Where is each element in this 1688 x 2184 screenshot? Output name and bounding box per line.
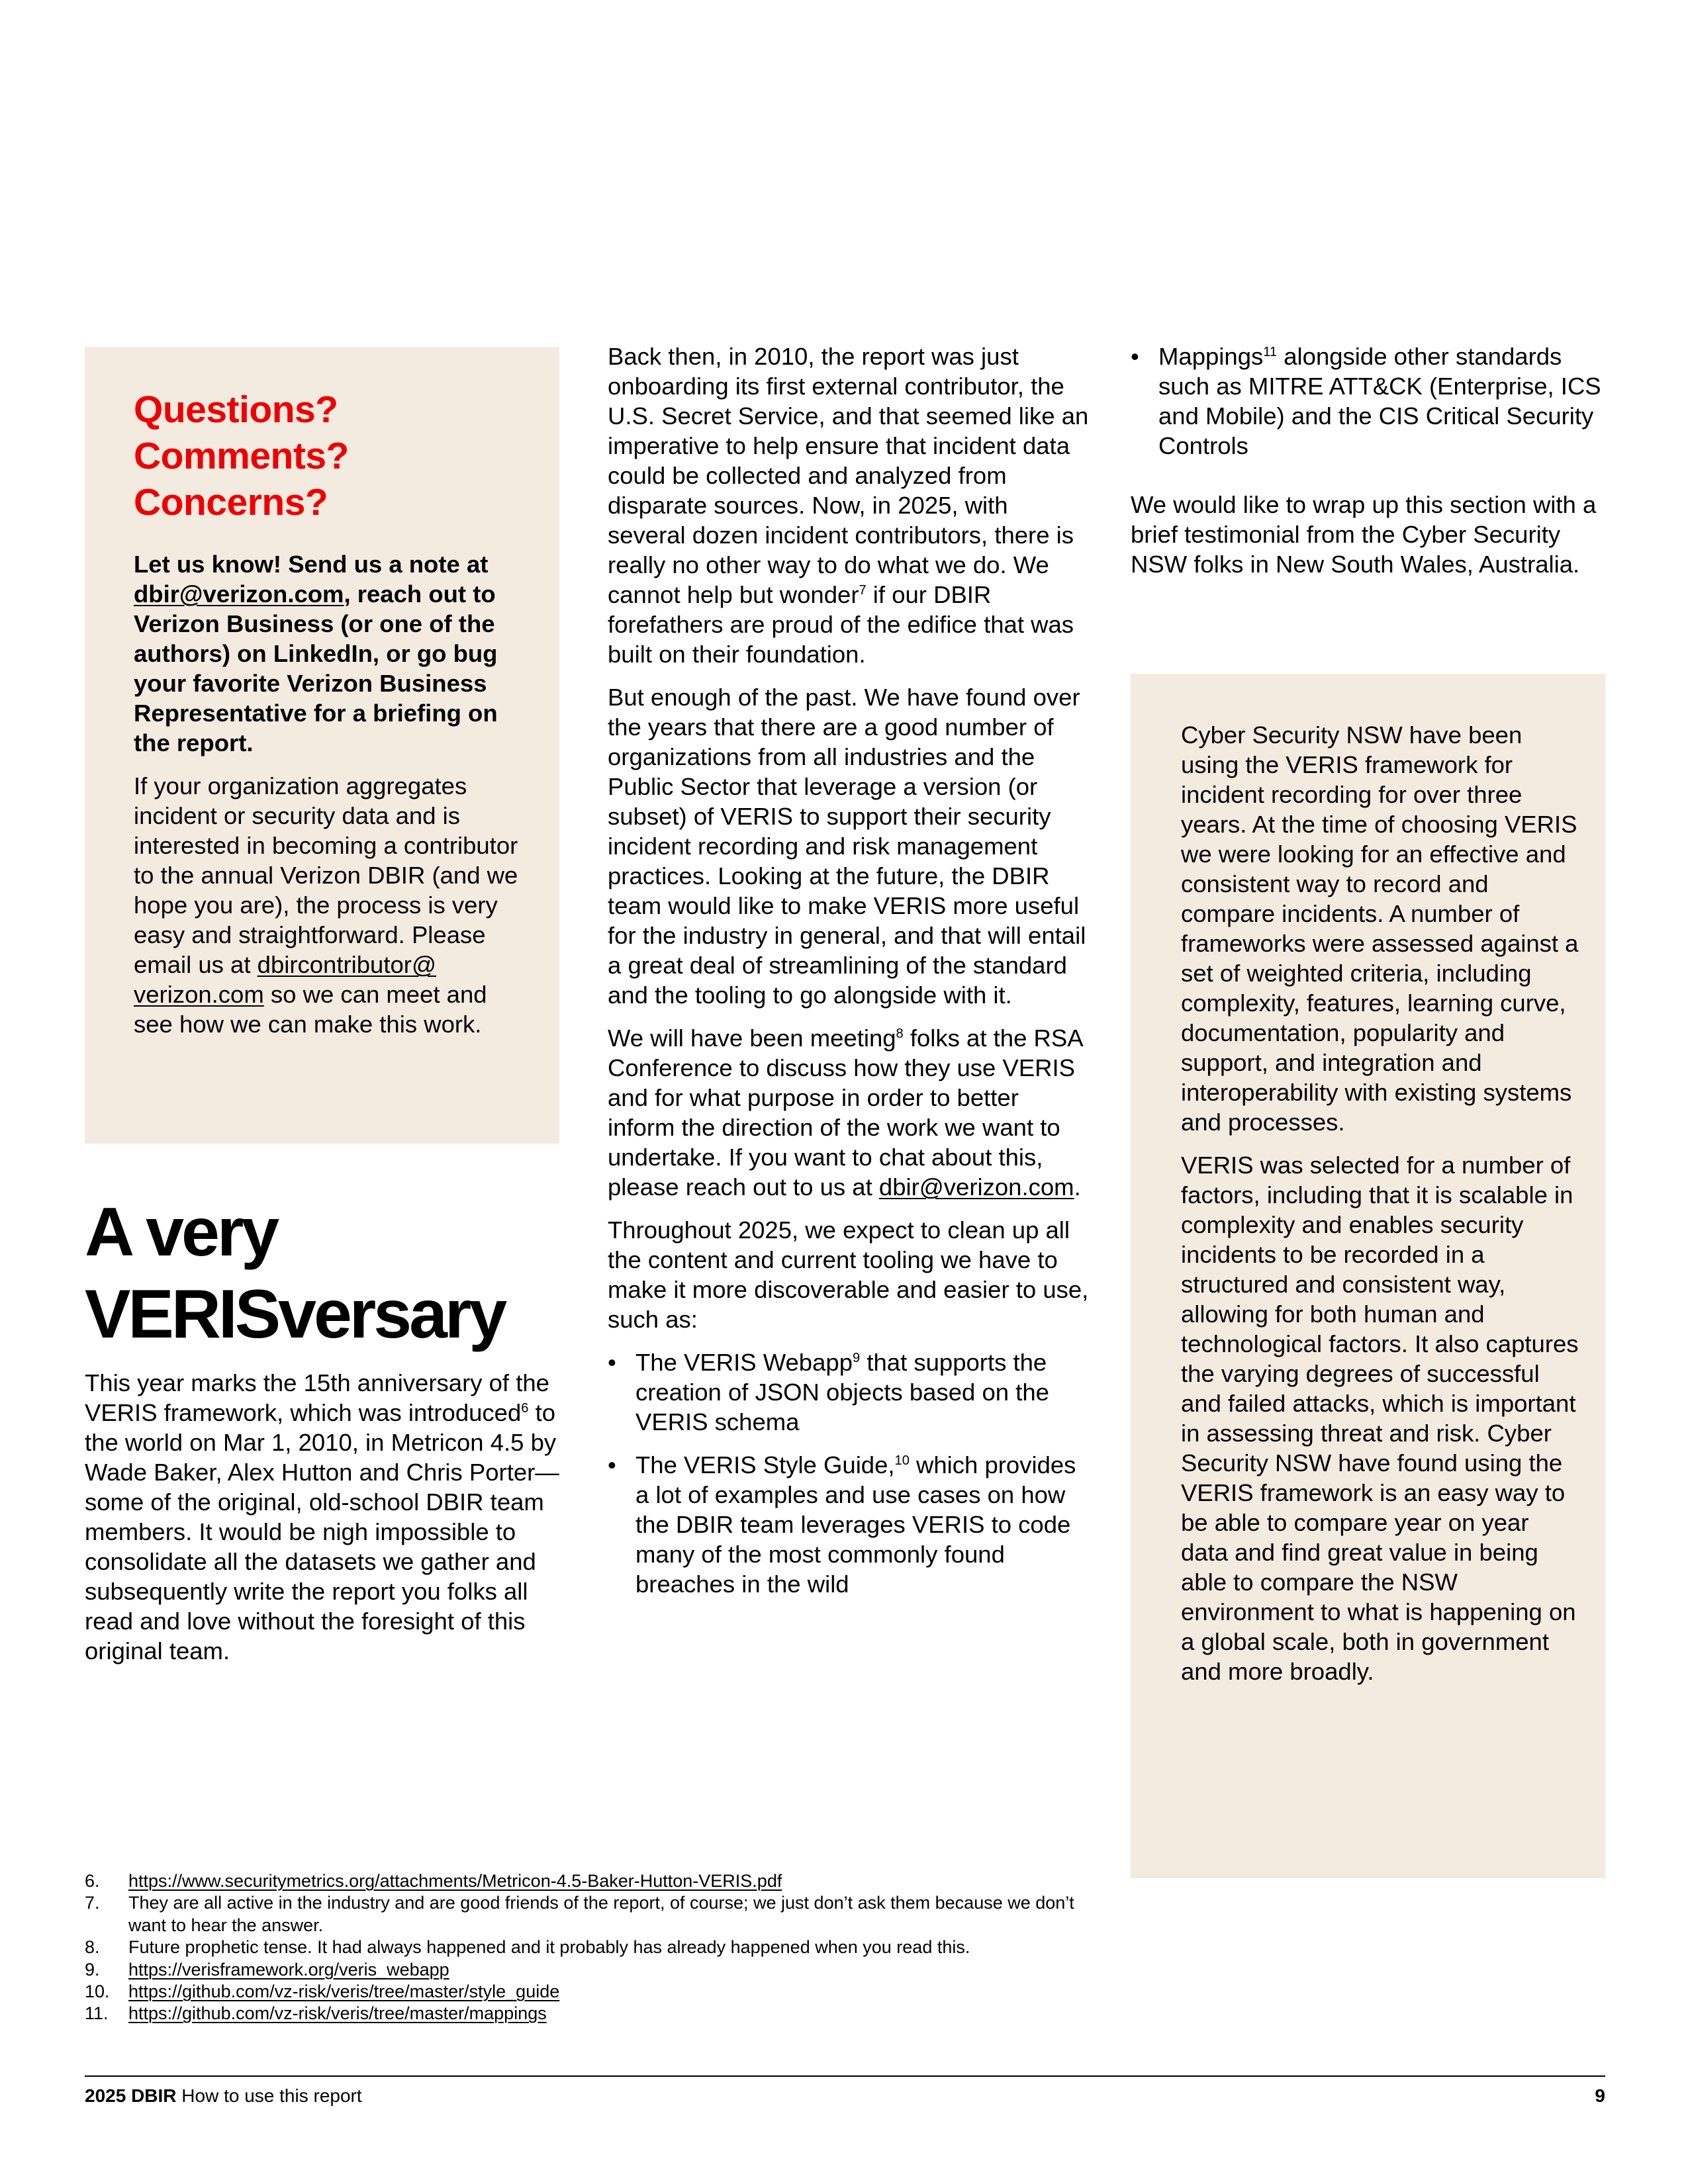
footnote: 11. https://github.com/vz-risk/veris/tree/master/mappings [85, 2003, 1078, 2025]
callout-heading-line: Comments? [134, 435, 349, 477]
footer-label [85, 2085, 362, 2107]
testimonial-paragraph: Cyber Security NSW have been using the VERIS framework for incident recording for over three years. At the time of choosing VERIS we were looking for an effective and consistent way to record and compare incidents. A number of frameworks were assessed against a set of weighted criteria, including complexity, features, learning curve, documentation, popularity and support, and integration and interoperability with existing systems and processes. [1181, 721, 1579, 1136]
dbir-email-link[interactable]: dbir@verizon.com [878, 1173, 1074, 1201]
contributor-email-link[interactable]: dbircontributor@ verizon.com [134, 951, 437, 1008]
middle-column [608, 341, 1091, 1612]
footer-divider [85, 2075, 1605, 2077]
callout-heading [134, 387, 520, 525]
list-item: • Mappings$^{11}$ alongside other standards such as MITRE ATT&CK (Enterprise, ICS and Mobile) and the CIS Critical Security Controls [1131, 343, 1601, 459]
list-item: • The VERIS Style Guide,$^{10}$ which provides a lot of examples and use cases on how the DBIR team leverages VERIS to code many of the most commonly found breaches in the wild [608, 1451, 1076, 1598]
footnote: 7. They are all active in the industry and are good friends of the report, of course; we just don’t ask them because we don’t want to hear the answer. [85, 1893, 1074, 1935]
footnote-ref[interactable]: 7 [859, 582, 867, 598]
footnote-ref[interactable]: 9 [853, 1350, 861, 1365]
bullet-icon: • [608, 1451, 616, 1479]
footnote: 8. Future prophetic tense. It had always happened and it probably has already happened when you read this. [85, 1937, 970, 1958]
contact-callout-box [85, 347, 559, 1144]
callout-body-paragraph: If your organization aggregates incident or security data and is interested in becoming a contributor to the annual Verizon DBIR (and we hope you are), the process is very easy and straightforward. Please email us at dbircontributor@ verizon.com so we can meet and see how we can make this work. [134, 772, 518, 1038]
callout-lead-paragraph: Let us know! Send us a note at dbir@verizon.com, reach out to Verizon Business (or one of the authors) on LinkedIn, or go bug your favorite Verizon Business Representative for a briefing on the report. [134, 551, 498, 756]
footnote-link[interactable]: https://www.securitymetrics.org/attachments/Metricon-4.5-Baker-Hutton-VERIS.pdf [128, 1871, 782, 1891]
testimonial-box [1131, 674, 1605, 1878]
page-number: 9 [1595, 2085, 1605, 2106]
report-brand: 2025 DBIR [85, 2085, 177, 2106]
footnote: 10. https://github.com/vz-risk/veris/tree/master/style_guide [85, 1981, 1078, 2003]
footnotes [85, 1870, 1078, 2025]
callout-heading-line: Concerns? [134, 481, 328, 523]
paragraph-rsa: We will have been meeting$^8$ folks at the RSA Conference to discuss how they use VERIS and for what purpose in order to better inform the direction of the work we want to undertake. If you want to chat about this, please reach out to us at dbir@verizon.com. [608, 1024, 1082, 1201]
bullet-icon: • [1131, 343, 1139, 370]
footnote-link[interactable]: https://github.com/vz-risk/veris/tree/master/style_guide [128, 1981, 560, 2002]
bullet-icon: • [608, 1349, 616, 1376]
paragraph-future: But enough of the past. We have found over the years that there are a good number of organizations from all industries and the Public Sector that leverage a version (or subset) of VERIS to support their security incident recording and risk management practices. Looking at the future, the DBIR team would like to make VERIS more useful for the industry in general, and that will entail a great deal of streamlining of the standard and the tooling to go alongside with it. [608, 684, 1086, 1009]
footnote: 9. https://verisframework.org/veris_webapp [85, 1959, 1078, 1981]
testimonial-paragraph: VERIS was selected for a number of factors, including that it is scalable in complexity and enables security incidents to be recorded in a structured and consistent way, allowing for both human and technological factors. It also captures the varying degrees of successful and failed attacks, which is important in assessing threat and risk. Cyber Security NSW have found using the VERIS framework is an easy way to be able to compare year on year data and find great value in being able to compare the NSW environment to what is happening on a global scale, both in government and more broadly. [1181, 1152, 1579, 1685]
footnote-link[interactable]: https://github.com/vz-risk/veris/tree/master/mappings [128, 2003, 547, 2024]
section-heading: A very VERISversary [85, 1194, 505, 1353]
footnote-ref[interactable]: 6 [521, 1400, 529, 1416]
paragraph-plans: Throughout 2025, we expect to clean up all the content and current tooling we have to make it more discoverable and easier to use, such as: [608, 1216, 1089, 1333]
footnote-link[interactable]: https://verisframework.org/veris_webapp [128, 1959, 449, 1979]
paragraph-wrapup: We would like to wrap up this section with a brief testimonial from the Cyber Security NSW folks in New South Wales, Australia. [1131, 491, 1597, 578]
footnote-ref[interactable]: 8 [896, 1026, 904, 1041]
callout-heading-line: Questions? [134, 388, 338, 431]
intro-paragraph: This year marks the 15th anniversary of the VERIS framework, which was introduced$^6$ to the world on Mar 1, 2010, in Metricon 4.5 by Wade Baker, Alex Hutton and Chris Porter—some of the original, old-school DBIR team members. It would be nigh impossible to consolidate all the datasets we gather and subsequently write the report you folks all read and love without the foresight of this original team. [85, 1369, 559, 1664]
footnote-ref[interactable]: 10 [894, 1453, 910, 1468]
right-column [1131, 341, 1614, 592]
tooling-list [608, 1347, 1091, 1599]
footnote-ref[interactable]: 11 [1263, 344, 1278, 359]
list-item: • The VERIS Webapp$^9$ that supports the creation of JSON objects based on the VERIS schema [608, 1349, 1049, 1435]
footnote: 6. https://www.securitymetrics.org/attachments/Metricon-4.5-Baker-Hutton-VERIS.pdf [85, 1870, 1078, 1892]
tooling-list-continued [1131, 341, 1614, 461]
paragraph-history: Back then, in 2010, the report was just onboarding its first external contributor, the U.S. Secret Service, and that seemed like an imperative to help ensure that incident data could be collected and analyzed from disparate sources. Now, in 2025, with several dozen incident contributors, there is really no other way to do what we do. We cannot help but wonder$^7$ if our DBIR forefathers are proud of the edifice that was built on their foundation. [608, 343, 1089, 668]
dbir-email-link[interactable]: dbir@verizon.com [134, 580, 344, 608]
section-name: How to use this report [176, 2085, 362, 2106]
